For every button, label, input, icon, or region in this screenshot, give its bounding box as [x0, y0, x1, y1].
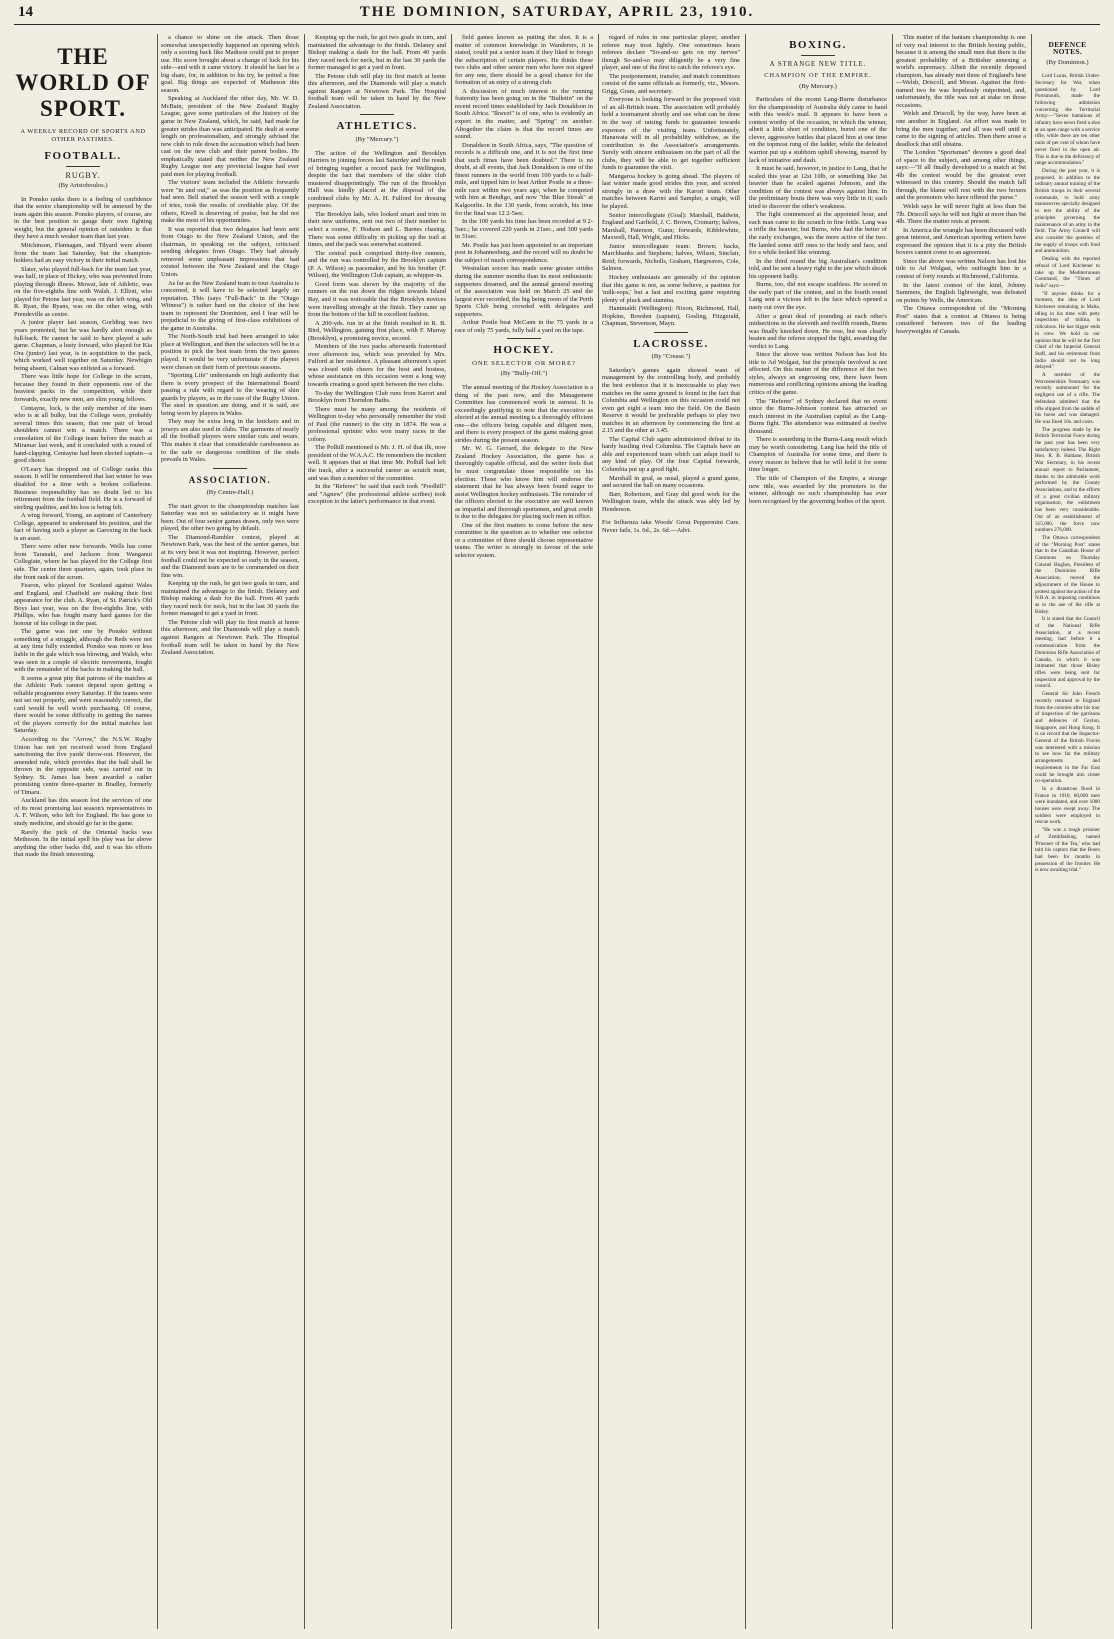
article-paragraph: The Ottawa correspondent of the "Morning Post" states that in the Canadian House of Commons on Thursday Colonel Hughes, President of the Dominion Rifle Association, moved the adjournment of the House to protest against the action of the N.R.A. in imposing conditions as to the use of the rifle at Bisley.	[1035, 534, 1100, 615]
article-paragraph: The Petone club will play its first match at home this afternoon, and the Diamonds will play a match against Rangers at Newtown Park. The Hospital football team will be taken in hand by the New Zealand Association.	[308, 72, 446, 110]
article-paragraph: Welsh says he will never fight at less than 9st 7lb. Driscoll says he will not fight at more than 9st 4lb. There the matter rests at present.	[896, 203, 1026, 226]
article-paragraph: The action of the Wellington and Brooklyn Harriers in joining forces last Saturday and the result of bringing together a record pack for Wellington, despite the fact that members of the older club mustered disappointingly. The run of the Brooklyn Hall was kindly placed at the disposal of the combined clubs by Mr. A. H. Fulford for dressing purposes.	[308, 149, 446, 210]
article-paragraph: Since the above was written Nelson has lost his title to Ad Wolgast, but the principle involved is not affected. On this matter of the difference of the two styles, always an engrossing one, there have been numerous and conflicting opinions among the leading critics of the game.	[749, 351, 887, 396]
defence-heading: DEFENCE NOTES.	[1048, 40, 1087, 56]
column-rule	[157, 34, 158, 1629]
article-paragraph: Speaking at Auckland the other day, Mr. W. D. McBain, president of the New Zealand Rugby League, gave some particulars of the history of the game in New Zealand, which, he said, had made far greater strides than was anticipated. He dealt at some length on professionalism, and strongly advised the new club to rule down the accusation which had been cast on the new club and their parent bodies. He emphatically stated that neither the New Zealand Rugby League nor any provincial league had ever paid men for playing football.	[161, 95, 299, 178]
article-paragraph: The Diamond-Rambler contest, played at Newtown Park, was the best of the senior games, but at its very best it was not inspiring. However, perfect football could not be expected so early in the season, and the Diamond team are to be commended on their fine win.	[161, 533, 299, 579]
article-paragraph: It was reported that two delegates had been sent from Otago to the New Zealand Union, and the chairman, in speaking on the subject, criticised sending delegates from Otago. They had already removed some unpleasant impressions that had existed between the New Zealand and the Otago Union.	[161, 225, 299, 278]
article-paragraph: Welsh and Driscoll, by the way, have been at one another in England. An effort was made to bring the men together, and all was well until it came to the signing of articles. Then there arose a deadlock that still obtains.	[896, 110, 1026, 148]
article-paragraph: There must be many among the residents of Wellington to-day who personally remember the visit of Paul (the runner) to the city in 1874. He was a professional sprinter who won many races in the colony.	[308, 405, 446, 443]
article-paragraph: Mr. W. G. Gerrard, the delegate to the New Zealand Hockey Association, the game has a thoroughly capable official, and the writer feels that he must congratulate those responsible on his election. Those who know him will endorse the statement that he has always been found eager to assist Wellington hockey enthusiasts. The reminder of the officers elected to the executive are well known as impartial and thorough sportsmen, and great credit is due to the delegates for placing such men in office.	[455, 445, 593, 521]
article-paragraph: A member of the Worcestershire Yeomanry was recently summoned for the negligent use of a rifle. The defendant admitted that the rifle slipped from the saddle of his horse and was damaged. He was fined 10s. and costs.	[1035, 372, 1100, 425]
page-number: 14	[18, 4, 33, 20]
article-paragraph: Keeping up the rush, he got two goals in turn, and maintained the advantage to the finish. Delaney and Bishop making a dash for the ball. From 40 yards they raced neck for neck, but in the last 30 yards the former managed to get a yard in front.	[161, 580, 299, 618]
column-rule	[745, 34, 746, 1629]
column-8	[1035, 34, 1100, 1629]
column-rule	[892, 34, 893, 1629]
article-paragraph: Westralian soccer has made some greater strides during the summer months than its most enthusiastic supporters dreamed, and the annual general meeting of the association was held on March 25 and the largest ever recorded, the big being room of the Perth Sports Club being crowded with delegates and supporters.	[455, 265, 593, 318]
article-paragraph: Centayne, lock, is the only member of the team who is at all bulky, but the College were, probably several times this season, that one pair of broad shoulders cannot win a match. There was a consolation of the College team before the match at Miramar last week, and it concluded with a round of hand-clapping. Centayne had been elected captain—a good choice.	[14, 404, 152, 465]
heading-divider	[66, 166, 100, 167]
article-paragraph: The Capital Club again administered defeat to its hardy hustling rival Columbia. The Capitals have an able and experienced team which can adapt itself to any kind of play. Of the four Capital forwards, Columbia put up a good fight.	[602, 435, 740, 473]
article-paragraph: The central pack comprised thirty-five runners, and the run was controlled by the Brooklyn captain (P. A. Wilson) as pacemaker, and by his brother (F. Wilson), the Wellington Club captain, as whipper-in.	[308, 249, 446, 280]
article-paragraph: The Polhill mentioned is Mr. J. H. of that ilk, now president of the W.A.A.C. He remembers the incident well. It appears that at that time Mr. Polhill had left the track, after a successful career as scratch man, and was then a member of the committee.	[308, 444, 446, 482]
article-paragraph: There is something in the Burns-Lang result which may be worth considering. Lang has held the title of Champion of Australia for some time, and there is every reason to believe that he will hold it for some time longer.	[749, 436, 887, 474]
article-paragraph: "He was a tough prisoner of Zembfasbing, named 'Prisoner of the Tea,' who had told his captors that the Boers had been for months in possession of the frontier. He is now awaiting trial."	[1035, 827, 1100, 874]
article-paragraph: Particulars of the recent Lang-Burns disturbance for the championship of Australia duly came to hand with this week's mail. It appears to have been a contest worthy of the occasion, in which the winner, albeit a little short of condition, bored one of the clever, aggressive battles that placed him at one time on the topmost rung of the ladder, while the defeated warrior put up a stubborn uphill showing, marred by lack of initiative and dash.	[749, 96, 887, 164]
column-6	[749, 34, 887, 1629]
article-paragraph: Fearon, who played for Scotland against Wales and England, and Chatfield are making their first appearance for the club. A. Ryan, of St. Patrick's Old Boys last year, was on the five-eighths line, with Phillips, who has fought many hard games for the honour of his college in the past.	[14, 582, 152, 627]
article-paragraph: According to the "Arrow," the N.S.W. Rugby Union has not yet received word from England sanctioning the five yards' throw-out. However, the amended rule, which provides that the ball shall be thrown in the opposite side, was carried out in Sydney. St. James has been awarded a rather promising centre three-quarter in Bradley, formerly of Timaru.	[14, 736, 152, 796]
hockey-byline: (By "Bully-Off.")	[500, 370, 548, 378]
article-paragraph: In the third round the big Australian's condition told, and he sent a heavy right to the jaw which shook his opponent badly.	[749, 257, 887, 280]
article-paragraph: Rarely the pick of the Oriental backs was Metheson. In the initial spell his play was far above anything the other backs did, and it was his efforts that made the finish interesting.	[14, 828, 152, 859]
lacrosse-byline: (By "Crease.")	[651, 353, 691, 361]
article-paragraph: In the 100 yards his time has been recorded at 9 2-5sec.; he covered 220 yards in 21sec., and 300 yards in 31sec.	[455, 218, 593, 241]
column-2	[161, 34, 299, 1629]
column-5	[602, 34, 740, 1629]
masthead: THE DOMINION, SATURDAY, APRIL 23, 1910.	[359, 4, 755, 20]
article-paragraph: It seems a great pity that patrons of the matches at the Athletic Park cannot depend upon getting a reliable programme every Saturday. If the teams were not set out properly, and were reasonably correct, the card would be well worth purchasing. Of course, there would be some difficulty in getting the names of the players correctly for the initial matches last Saturday.	[14, 674, 152, 735]
article-paragraph: The start given to the championship matches last Saturday was not so satisfactory as it might have been. Out of four senior games drawn, only two were played, the other two going by default.	[161, 502, 299, 533]
article-paragraph: Auckland has this season lost the services of one of its most promising last season's representatives in A. F. Wilson, who left for England. He has gone to study medicine, and should go far in the game.	[14, 797, 152, 828]
article-paragraph: In the latest contest of the kind, Johnny Summers, the English lightweight, was defeated on points by Wells, the American.	[896, 281, 1026, 304]
athletics-byline: (By "Mercury.")	[355, 136, 399, 144]
article-paragraph: "If anyone thinks for a moment, the idea of Lord Kitchener remaining in Malta, idling in his time with petty inspections of militia, is ridiculous. He has bigger ends in view. We hold to our opinion that he will be the first Chief of the Imperial General Staff, and his retirement from India should not be long delayed."	[1035, 290, 1100, 371]
column-4	[455, 34, 593, 1629]
article-paragraph: After a great deal of pounding at each other's midsections in the eleventh and twelfth rounds, Burns was finally knocked down. He rose, but was clearly beaten and the referee stopped the fight, awarding the verdict to Lang.	[749, 312, 887, 350]
article-paragraph: One of the first matters to come before the new committee is the question as to whether one selector or a committee of three should choose representative teams. The writer is strongly in favour of the sole selector system.	[455, 521, 593, 559]
article-paragraph: The game was not one by Ponsko without something of a struggle, although the Reds were not at any time fully extended. Ponsko was more or less liable in the gale which was blowing, and Walsh, who was seen in a couple of electric movements, fought with the remainder of the backs in making the ball.	[14, 628, 152, 674]
column-3	[308, 34, 446, 1629]
article-paragraph: Burns, too, did not escape scathless. He scored in the early part of the contest, and in the fourth round Lang sent a vicious left to the face which opened a nasty cut over the eye.	[749, 281, 887, 311]
article-paragraph: Mr. Postle has just been appointed to an important post in Johannesburg, and the record will no doubt be the subject of much correspondence.	[455, 241, 593, 264]
column-rule	[598, 34, 599, 1629]
article-paragraph: The fight commenced at the appointed hour, and each man came to the scratch in fine fettle. Lang was a trifle the heavier, but Burns, who had the better of the early exchanges, was the more active of the two. He landed some stiff ones to the body and face, and for a while looked like winning.	[749, 211, 887, 257]
article-paragraph: The Ottawa correspondent of the "Morning Post" states that a contest at Ottawa is being considered between two of the leading heavyweights of Canada.	[896, 305, 1026, 335]
article-paragraph: Saturday's games again showed want of management by the controlling body, and probably the best evidence that it is inexcusable to play two matches on the same ground is found in the fact that Columbia and Wellington on this occasion could not even get eight a team into the field. On the Basin Reserve it would be preferable perhaps to play two matches in an afternoon by commencing the first at 2.15 and the other at 3.45.	[602, 366, 740, 435]
heading-divider	[213, 468, 247, 469]
article-paragraph: The postponement, transfer, and match committees consist of the same officials as formerly, viz., Messrs. Grigg, Gram, and secretary.	[602, 72, 740, 95]
article-paragraph: A discussion of much interest to the running fraternity has been going on in the "Bulletin" on the recent record times established by Jack Donaldson in South Africa. "Ikwezi" is of one, who is evidently an expert in the matter, and "Spring" on another. Altogether the claim is that the record times are sound.	[455, 87, 593, 141]
article-paragraph: Mitchinson, Flannagan, and Tilyard were absent from the team last Saturday, but the champion-holders had an easy victory in their initial match.	[14, 242, 152, 265]
defence-byline: (By Dominion.)	[1046, 59, 1089, 67]
world-of-sport-title: THE WORLD OF SPORT.	[15, 44, 151, 121]
advertisement: For Influenza take Woods' Great Peppermint Cure. Never fails, 1s. 6d., 2s. 6d.—Advt.	[602, 519, 740, 534]
article-paragraph: A junior player last season, Gorlding was two years promoted, but he was hardly alert enough as full-back. He cannot be said to have played a safe game. Chapman, a lusty forward, who played for Kia Ora (junior) last year, is in acquisition to the pack, which worked well together on Saturday. Newbigin being absent, Calnan was enlisted as a forward.	[14, 319, 152, 372]
column-rule	[451, 34, 452, 1629]
world-of-sport-subtitle: A WEEKLY RECORD OF SPORTS AND OTHER PASTIMES.	[20, 128, 146, 143]
column-7	[896, 34, 1026, 1629]
column-rule	[1031, 34, 1032, 1629]
article-paragraph: In America the wrangle has been discussed with great interest, and American sporting writers have expressed the opinion that it is a pity the British boxers cannot come to an agreement.	[896, 226, 1026, 257]
article-paragraph: O'Leary has dropped out of College ranks this season. It will be remembered that last winter he was disabled for a time with a broken collarbone. Business responsibility has no doubt led to his retirement from the football field. He is a forward of sterling qualities, and his loss is being felt.	[14, 465, 152, 511]
football-byline: (By Aristoboulos.)	[58, 182, 108, 190]
header-rule	[14, 24, 1100, 25]
article-paragraph: Since the above was written Nelson has lost his title to Ad Wolgast, who outfought him in a contest of forty rounds at Richmond, California.	[896, 257, 1026, 280]
page-header	[0, 0, 1114, 24]
article-paragraph: Dealing with the reported refusal of Lord Kitchener to take up the Mediterranean Command, the "Times of India" says:—	[1035, 256, 1100, 289]
article-paragraph: It is stated that the Council of the National Rifle Association, at a recent meeting, had before it a communication from the Dominion Rifle Association of Canada, in which it was intimated that those Bisley rifles were being sent for inspection and approval by the council.	[1035, 616, 1100, 690]
article-paragraph: The Brooklyn lads, who looked smart and trim in their new uniforms, sent out two of their number to select a course, F. Hodson and L. Barnes chasing. There was some difficulty in picking up the trail at times, and the pack was somewhat scattered.	[308, 210, 446, 249]
heading-divider	[801, 55, 835, 56]
boxing-heading: BOXING.	[789, 39, 847, 51]
association-byline: (By Centre-Half.)	[206, 489, 254, 497]
article-paragraph: This matter of the bantam championship is one of very real interest to the British boxing public, because it is among the small men that there is the greatest probability of a Britisher annexing a world's supremacy. Albeit the recently deposed champion, has already met three of England's best—Welsh, Driscoll, and Moran. Against the first-named two he was hopelessly outpointed, and, unfortunately, the title was not at stake on those occasions.	[896, 34, 1026, 109]
column-rule	[304, 34, 305, 1629]
article-paragraph: In Ponsko ranks there is a feeling of confidence that the senior championship will be annexed by the team again this season. Ponsko players, of course, are in the best position to gauge their own fighting weight, but the general opinion of outsiders is that they have a much weaker team than last year.	[14, 195, 152, 241]
article-paragraph: The visitors' team included the Athletic forwards were "in and out," as was the position as frequently had seen. Bell started the season well with a couple of tries, took the results of creditable play. Of the others, Kivell is deserving of praise, but he did not make the most of his opportunities.	[161, 179, 299, 225]
article-paragraph: Barr, Robertson, and Gray did good work for the Wellington team, while the attack was ably led by Henderson.	[602, 490, 740, 513]
lacrosse-heading: LACROSSE.	[633, 337, 709, 350]
article-paragraph: Slater, who played full-back for the team last year, was half, in place of Hickey, who was prevented from playing through illness. Mowat, late of Athletic, was on the five-eighths line with Walsh. J. Elliott, who played for Petone last year, was on the left wing, and R. Ryan, the Ryans, was on the other wing, with Prendeville as centre.	[14, 265, 152, 318]
article-paragraph: It must be said, however, in justice to Lang, that he scaled this year at 12st 10lb, or something like 3st heavier than he scaled against Johnson, and the condition of the contest was always against him. In the preliminary bouts there was very little in it; each tried to discover the other's weakness.	[749, 165, 887, 210]
article-paragraph: The London "Sportsman" devotes a good deal of space to the subject, and among other things, says:—"If all finally developed to a match at 9st 4lb the contest would be the greatest ever witnessed in this country. Should the match fall through, the blame will rest with the two boxers and the promoters who have offered the purse."	[896, 149, 1026, 202]
article-paragraph: Keeping up the rush, he got two goals in turn, and maintained the advantage to the finish. Delaney and Bishop making a dash for the ball. From 40 yards they raced neck for neck, but in the last 30 yards the former managed to get a yard in front.	[308, 34, 446, 72]
article-paragraph: regard of rules in one particular player, another referee may treat lightly. One sometimes hears referees declare "So-and-so gets on my nerves" though So-and-so may diligently be a very fine player, and one of the first to catch the referee's eye.	[602, 34, 740, 72]
boxing-subheading-2: CHAMPION OF THE EMPIRE.	[764, 72, 872, 80]
article-paragraph: General Sir John French recently returned to England from the colonies after his tour of inspection of the garrisons and defences of Ceylon, Singapore, and Hong Kong. It is on record that the Inspector-General of the British Forces was interested with a mission to see how far the military arrangements and requirements in the Far East could be brought into closer co-operation.	[1035, 691, 1100, 785]
article-paragraph: field games known as putting the shot. It is a matter of common knowledge in Wanderers, it is stated, could put a senior team if they liked to forego the subscription of certain players. He thinks these two clubs and other senior men who have not signed for any one, there should be a good chance for the formation of an entry of a strong club.	[455, 34, 593, 87]
article-paragraph: In the "Referee" he said that each took "Poolhill" and "Agnew" (the professional athlete scribes) took exception to the latter's performance in that event.	[308, 483, 446, 506]
article-paragraph: a chance to shine on the attack. Then those somewhat unexpectedly happened an opening which only a scoring back like Madison could put to proper use. His score brought about a change of luck for his side—and with it came victory. It should be fast be a big share, for, in addition to his try, he potted a fine goal. Big things are expected of Matheson this season.	[161, 34, 299, 94]
boxing-subheading: A STRANGE NEW TITLE.	[769, 60, 867, 68]
football-heading: FOOTBALL.	[44, 150, 122, 163]
article-paragraph: The title of Champion of the Empire, a strange new title, was awarded by the promoters to the winner, although no such championship has ever been recognised by the governing bodies of the sport.	[749, 474, 887, 505]
article-paragraph: The annual meeting of the Hockey Association is a thing of the past now, and the Management Committee has commenced work in earnest. It is exceedingly gratifying to note that the executive as elected at the annual meeting is a thoroughly efficient one—the officers being capable and diligent men, and there is every prospect of the game making great strides during the present season.	[455, 383, 593, 444]
article-paragraph: Good form was shown by the majority of the runners on the run down the ridges towards Island Bay, and it was noticeable that the Brooklyn novices were travelling strongly at the finish. They came up from the bottom of the hill in excellent fashion.	[308, 280, 446, 319]
article-paragraph: There were other new forwards. Wells has come from Taranaki, and Jackson from Wanganui Collegiate, where he has played for the College first side. The centre three quarters, again, took place in the front rank of the scrum.	[14, 543, 152, 581]
article-paragraph: Hockey enthusiasts are generally of the opinion that this game is not, as some believe, a pastime for 'milk-sops,' but a fast and exciting game requiring plenty of pluck and stamina.	[602, 273, 740, 304]
heading-divider	[507, 338, 541, 339]
association-heading: ASSOCIATION.	[188, 474, 272, 485]
article-paragraph: Lord Lucas, British Under-Secretary for War, when questioned by Lord Portsmouth, made the following admission concerning the Territorial Army:—"Seven battalions of infantry have never fired a shot at an open range with a service rifle, while there are ten other units of per cent of whom have never fired in the open air. This is due to the deficiency of range accommodation."	[1035, 73, 1100, 167]
article-paragraph: There was little hope for College in the scrum, because they found in their opponents one of the heaviest packs in the competition, while their forwards, exactly new men, are slim young fellows.	[14, 373, 152, 403]
article-paragraph: Members of the two packs afterwards fraternised over afternoon tea, which was provided by Mrs. Fulford at her residence. A pleasant afternoon's sport was closed with cheers for the host and hostess, whose assistance on this occasion went a long way towards creating a good spirit between the two clubs.	[308, 343, 446, 388]
article-paragraph: The "Referee" of Sydney declared that no event since the Burns-Johnson contest has attracted so much interest in the Australian capital as the Lang-Burns fight. The attendance was estimated at twelve thousand.	[749, 397, 887, 435]
article-paragraph: The North-South trial had been arranged to take place at Wellington, and then the selectors will be in a position to pick the best team from the two games played. It would be very unfortunate if the players were chosen on their form of previous seasons.	[161, 333, 299, 371]
article-paragraph: As far as the New Zealand team to tour Australia is concerned, it will have to be selected largely on reputation. This (says "Full-Back" in the "Otago Witness") is rather hard on the choice of the best team to represent the Dominion, and I fear will be prejudicial to the giving of first-class exhibitions of the game in Australia.	[161, 279, 299, 332]
article-paragraph: The progress made by the British Territorial Force during the past year has been very satisfactory indeed. The Right Hon. R. B. Haldane, British War Secretary, in his recent annual report to Parliament, thanks to the admirable work performed by the County Associations, and to the efforts of a great civilian military organisation, the enlistment has been very considerable. Out of an establishment of 315,000, the force now numbers 276,000.	[1035, 426, 1100, 534]
article-paragraph: Arthur Postle beat McCann in the 75 yards in a race of only 75 yards, fully half a yard on the tape.	[455, 319, 593, 334]
hockey-subheading: ONE SELECTOR OR MORE?	[472, 359, 576, 367]
article-paragraph: "Sporting Life" understands on high authority that there is every prospect of the International Board passing a rule with regard to the wearing of shin guards by players, as in the case of the Rugby Union. The steel in question are doing, and it is said, are being worn by players in Wales.	[161, 372, 299, 417]
rugby-subheading: RUGBY.	[65, 170, 101, 180]
article-paragraph: The Petone club will play its first match at home this afternoon, and the Diamonds will play a match against Rangers at Newtown Park. The Hospital football team will be taken in hand by the New Zealand Association.	[161, 618, 299, 657]
article-paragraph: Donaldson in South Africa, says, "The question of records is a difficult one, and it is not the first time that such times have been doubted." There is no doubt, at all events, that Jack Donaldson is one of the finest runners in the world from 100 yards to a half-mile, and tipped him to beat Arthur Postle in a three-mile race within two years ago, when he competed with him at Bendigo, and now "the Blue Streak" at Kalgoorlie. In the 130 yards, from scratch, his time for the final was 12 2-5sec.	[455, 141, 593, 217]
heading-divider	[654, 332, 688, 333]
article-paragraph: Junior intercollegiate team: Brown; backs, Marchbanks and Stephens; halves, Wilson, Sinclair, Reid; forwards, Nicholls, Graham, Hargreaves, Cole, Salmon.	[602, 242, 740, 273]
article-paragraph: They may be extra long in the knickers and in jerseys are also used in clubs. The garments of nearly all the football players were similar cuts and wears. This makes it clear that considerable carelessness as to the safe or dangerous condition of the studs prevails in Wales.	[161, 418, 299, 464]
article-paragraph: Hanimaldi (Wellington): Nixon, Richmond, Hall, Hopkins, Bowden (captain), Gosling, Fitzgerald, Chapman, Stevenson, Mayn.	[602, 305, 740, 328]
athletics-heading: ATHLETICS.	[336, 120, 418, 133]
article-paragraph: Senior intercollegiate (Goal): Marshall, Baldwin, England and Garfield, J. C. Brown, Cromarty; halves, Marshall, Paterson, Gunn; forwards, Kibblewhite, Maxwell, Hall, Wright, and Hicks.	[602, 211, 740, 242]
article-paragraph: Mangaroa hockey is going ahead. The players of last winter made good strides this year, and scored strongly in a draw with the Karori team. Other matches between Karori and Sampler, a single, will be played.	[602, 172, 740, 211]
article-paragraph: A 200-yds. run in at the finish resulted in R. B. Bird, Wellington, gaining first place, with F. Murray (Brooklyn), a promising novice, second.	[308, 319, 446, 342]
article-paragraph: Marshall in goal, as usual, played a grand game, and secured the ball on many occasions.	[602, 474, 740, 490]
boxing-byline: (By Mercury.)	[799, 82, 837, 90]
column-1	[14, 34, 152, 1629]
article-paragraph: In a disastrous flood in France in 1910, 60,000 men were inundated, and over 1000 houses were swept away. The soldiers were employed in rescue work.	[1035, 785, 1100, 826]
article-paragraph: A wing forward, Young, an aspirant of Canterbury College, appeared to understand his position, and the fact of having such a player as Garoxing in the back is an asset.	[14, 512, 152, 542]
article-paragraph: To-day the Wellington Club runs from Karori and Brooklyn from Thorndon Baths.	[308, 389, 446, 405]
heading-divider	[360, 114, 394, 115]
article-paragraph: During the past year, it is proposed, in addition to the ordinary annual training of the British troops in their several commands, to hold army manoeuvres specially designed to test the ability of the principles governing the maintenance of an army in the field. The Army Council will also consider the question of the supply of troops with food and ammunition.	[1035, 167, 1100, 255]
hockey-heading: HOCKEY.	[493, 344, 555, 357]
article-paragraph: Everyone is looking forward to the proposed visit of an all-British team. The association will probably hold a tournament shortly and see what can be done in the way of raising funds to guarantee towards expenses of the visiting team. Unfortunately, Hanawata will in all probability withdraw, as the contribution to the Association's arrangements. Surely with sincere enthusiasm on the part of all the clubs, they will be able to get together sufficient funds to guarantee the visit.	[602, 96, 740, 172]
